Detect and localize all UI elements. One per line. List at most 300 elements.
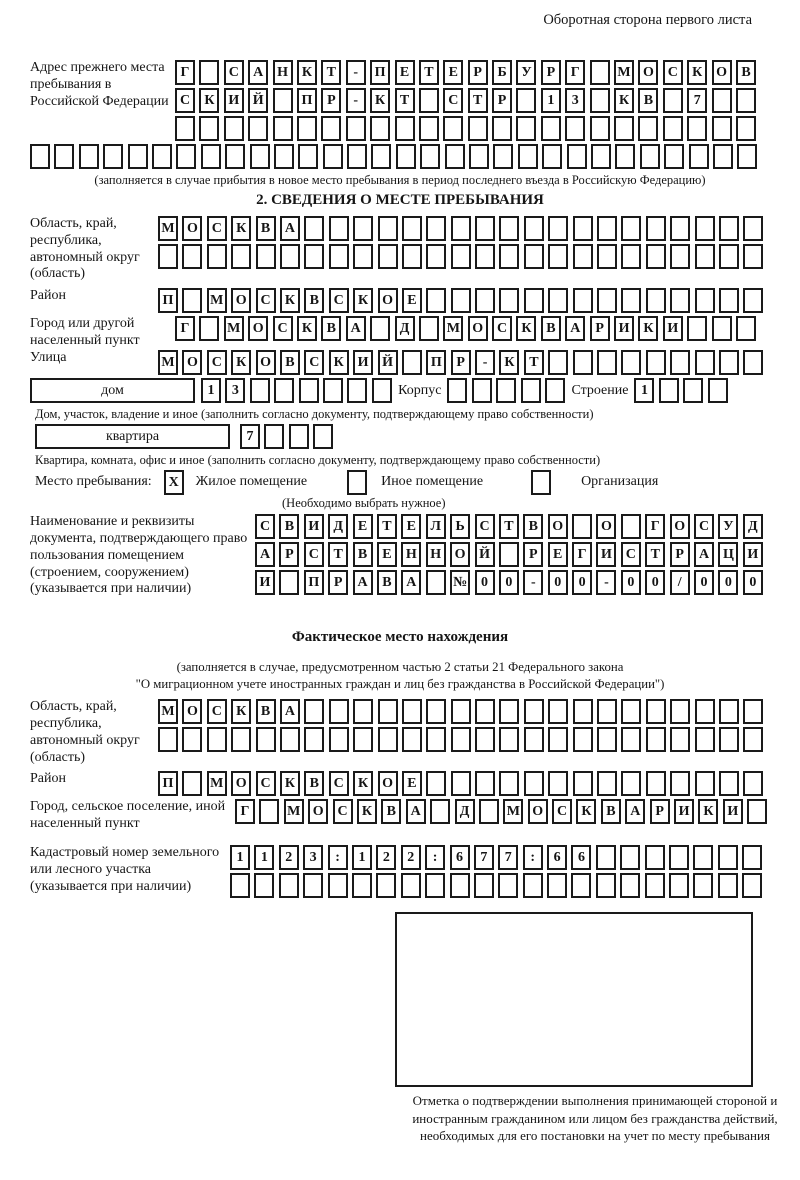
char-cell: [402, 350, 422, 375]
char-cell: С: [443, 88, 463, 113]
char-cell: [670, 350, 690, 375]
char-cell: [175, 116, 195, 141]
char-cell: Р: [650, 799, 670, 824]
house-number-row: [201, 378, 396, 403]
char-cell: [353, 727, 373, 752]
char-cell: [378, 216, 398, 241]
char-cell: [524, 288, 544, 313]
char-cell: [304, 727, 324, 752]
char-cell: [201, 144, 221, 169]
char-cell: 1: [352, 845, 372, 870]
actual-location-caption: [30, 659, 770, 693]
char-cell: [736, 88, 756, 113]
char-cell: [614, 116, 634, 141]
char-cell: О: [528, 799, 548, 824]
char-cell: А: [248, 60, 268, 85]
char-cell: Е: [395, 60, 415, 85]
char-cell: [378, 727, 398, 752]
char-cell: О: [596, 514, 616, 539]
char-cell: [323, 144, 343, 169]
char-cell: Ь: [450, 514, 470, 539]
actual-region-block: [30, 699, 770, 766]
document-rows: [255, 514, 767, 598]
char-cell: Б: [492, 60, 512, 85]
char-cell: [590, 60, 610, 85]
char-cell: [321, 116, 341, 141]
char-cell: И: [353, 350, 373, 375]
char-cell: 0: [743, 570, 763, 595]
char-cell: А: [625, 799, 645, 824]
char-cell: [182, 727, 202, 752]
char-cell: М: [158, 699, 178, 724]
char-cell: [518, 144, 538, 169]
char-cell: А: [280, 216, 300, 241]
actual-region-row-2: [158, 727, 768, 752]
prev-address-caption: (заполняется в случае прибытия в новое место пребывания в период последнего въезда в Российскую Федерацию): [94, 173, 706, 187]
char-cell: К: [516, 316, 536, 341]
char-cell: [496, 378, 516, 403]
char-cell: Р: [590, 316, 610, 341]
char-cell: Т: [328, 542, 348, 567]
stamp-caption: Отметка о подтверждении выполнения принимающей стороной и иностранным гражданином или лицом без гражданства действий, необходимых для его постановки на учет по месту пребывания: [412, 1093, 778, 1144]
char-cell: М: [158, 216, 178, 241]
char-cell: [712, 88, 732, 113]
char-cell: А: [565, 316, 585, 341]
char-cell: [313, 424, 333, 449]
cadastral-rows: [230, 845, 767, 901]
char-cell: [499, 216, 519, 241]
char-cell: [469, 144, 489, 169]
char-cell: [475, 727, 495, 752]
korpus-label: Корпус: [398, 383, 442, 399]
char-cell: [475, 216, 495, 241]
char-cell: [708, 378, 728, 403]
char-cell: 1: [230, 845, 250, 870]
city-block: [30, 316, 770, 350]
char-cell: В: [279, 514, 299, 539]
document-row-1: [255, 514, 767, 539]
char-cell: [573, 244, 593, 269]
char-cell: [736, 116, 756, 141]
city-row: [175, 316, 760, 341]
char-cell: [353, 244, 373, 269]
cadastral-row-2: [230, 873, 767, 898]
char-cell: [450, 873, 470, 898]
char-cell: Р: [328, 570, 348, 595]
char-cell: [646, 771, 666, 796]
street-block: [30, 350, 770, 378]
char-cell: [499, 699, 519, 724]
char-cell: [664, 144, 684, 169]
char-cell: [596, 873, 616, 898]
char-cell: О: [256, 350, 276, 375]
prev-address-row-3: [175, 116, 760, 141]
region-label: Область, край, республика, автономный округ (область): [30, 216, 140, 282]
char-cell: [231, 727, 251, 752]
char-cell: [346, 116, 366, 141]
char-cell: [548, 699, 568, 724]
char-cell: [259, 799, 279, 824]
char-cell: К: [687, 60, 707, 85]
actual-region-row-1: [158, 699, 768, 724]
char-cell: [401, 873, 421, 898]
char-cell: [298, 144, 318, 169]
char-cell: Р: [670, 542, 690, 567]
char-cell: 0: [645, 570, 665, 595]
char-cell: [182, 288, 202, 313]
char-cell: [687, 316, 707, 341]
char-cell: Д: [455, 799, 475, 824]
char-cell: М: [158, 350, 178, 375]
char-cell: [547, 873, 567, 898]
char-cell: К: [370, 88, 390, 113]
char-cell: [719, 350, 739, 375]
char-cell: [475, 699, 495, 724]
char-cell: Н: [273, 60, 293, 85]
char-cell: [499, 771, 519, 796]
char-cell: 0: [475, 570, 495, 595]
char-cell: [347, 144, 367, 169]
char-cell: [254, 873, 274, 898]
char-cell: 7: [240, 424, 260, 449]
char-cell: А: [694, 542, 714, 567]
char-cell: [304, 216, 324, 241]
region-block: [30, 216, 770, 283]
stay-type-option-residential: Жилое помещение: [195, 474, 308, 490]
cadastral-label: Кадастровый номер земельного или лесного участка (указывается при наличии): [30, 845, 220, 894]
street-label: Улица: [30, 350, 67, 366]
char-cell: Т: [321, 60, 341, 85]
char-cell: [615, 144, 635, 169]
char-cell: [524, 244, 544, 269]
char-cell: [289, 424, 309, 449]
prev-address-row-1: [175, 60, 760, 85]
char-cell: Д: [395, 316, 415, 341]
char-cell: Т: [645, 542, 665, 567]
char-cell: [597, 216, 617, 241]
char-cell: [573, 771, 593, 796]
char-cell: [689, 144, 709, 169]
char-cell: [329, 216, 349, 241]
char-cell: В: [601, 799, 621, 824]
char-cell: 1: [541, 88, 561, 113]
char-cell: В: [736, 60, 756, 85]
char-cell: [353, 699, 373, 724]
char-cell: Е: [402, 771, 422, 796]
char-cell: [352, 873, 372, 898]
char-cell: [712, 116, 732, 141]
actual-district-block: [30, 771, 770, 799]
char-cell: [646, 288, 666, 313]
prev-address-row-4: [30, 144, 770, 169]
char-cell: [597, 288, 617, 313]
actual-location-caption-line1: (заполняется в случае, предусмотренном частью 2 статьи 21 Федерального закона: [176, 660, 624, 675]
char-cell: С: [333, 799, 353, 824]
actual-city-row: [235, 799, 772, 824]
char-cell: [152, 144, 172, 169]
char-cell: [378, 699, 398, 724]
char-cell: К: [353, 288, 373, 313]
document-label: Наименование и реквизиты документа, подтверждающего право пользования помещением (строением, сооружением) (указывается при наличии): [30, 514, 248, 597]
char-cell: В: [377, 570, 397, 595]
char-cell: О: [638, 60, 658, 85]
char-cell: [426, 216, 446, 241]
char-cell: [225, 144, 245, 169]
street-row: [158, 350, 768, 375]
char-cell: В: [381, 799, 401, 824]
char-cell: С: [694, 514, 714, 539]
char-cell: [472, 378, 492, 403]
char-cell: О: [378, 771, 398, 796]
char-cell: [479, 799, 499, 824]
char-cell: [621, 514, 641, 539]
char-cell: В: [280, 350, 300, 375]
char-cell: [565, 116, 585, 141]
char-cell: [659, 378, 679, 403]
actual-region-rows: [158, 699, 768, 755]
stay-type-option-organization: Организация: [581, 474, 659, 490]
char-cell: М: [207, 288, 227, 313]
char-cell: В: [638, 88, 658, 113]
char-cell: П: [158, 771, 178, 796]
char-cell: О: [378, 288, 398, 313]
char-cell: М: [284, 799, 304, 824]
char-cell: О: [450, 542, 470, 567]
district-label: Район: [30, 288, 66, 304]
char-cell: 1: [634, 378, 654, 403]
section2-title: 2. СВЕДЕНИЯ О МЕСТЕ ПРЕБЫВАНИЯ: [256, 192, 544, 208]
char-cell: К: [199, 88, 219, 113]
char-cell: [596, 845, 616, 870]
char-cell: [548, 350, 568, 375]
char-cell: Р: [279, 542, 299, 567]
char-cell: [597, 699, 617, 724]
region-row-2: [158, 244, 768, 269]
char-cell: [693, 845, 713, 870]
char-cell: [499, 288, 519, 313]
char-cell: [548, 244, 568, 269]
char-cell: [280, 727, 300, 752]
char-cell: [621, 350, 641, 375]
char-cell: Й: [378, 350, 398, 375]
char-cell: [743, 727, 763, 752]
char-cell: Г: [175, 60, 195, 85]
char-cell: С: [207, 699, 227, 724]
actual-city-block: [30, 799, 770, 833]
char-cell: 3: [565, 88, 585, 113]
char-cell: -: [346, 60, 366, 85]
char-cell: [719, 699, 739, 724]
char-cell: [695, 727, 715, 752]
char-cell: 7: [498, 845, 518, 870]
char-cell: П: [158, 288, 178, 313]
char-cell: [743, 288, 763, 313]
char-cell: [743, 771, 763, 796]
char-cell: [670, 727, 690, 752]
char-cell: [430, 799, 450, 824]
char-cell: [451, 727, 471, 752]
district-block: [30, 288, 770, 316]
document-row-3: [255, 570, 767, 595]
char-cell: 0: [694, 570, 714, 595]
actual-district-row: [158, 771, 768, 796]
char-cell: 0: [572, 570, 592, 595]
char-cell: [297, 116, 317, 141]
char-cell: №: [450, 570, 470, 595]
char-cell: [743, 244, 763, 269]
stay-type-checkbox-residential: X: [164, 470, 184, 495]
char-cell: [670, 771, 690, 796]
char-cell: [250, 378, 270, 403]
char-cell: [670, 244, 690, 269]
char-cell: В: [321, 316, 341, 341]
char-cell: М: [503, 799, 523, 824]
char-cell: [304, 699, 324, 724]
char-cell: [54, 144, 74, 169]
char-cell: К: [329, 350, 349, 375]
char-cell: С: [304, 350, 324, 375]
stay-type-checkbox-organization: [531, 470, 551, 495]
region-row-1: [158, 216, 768, 241]
char-cell: И: [663, 316, 683, 341]
char-cell: Г: [572, 542, 592, 567]
char-cell: [443, 116, 463, 141]
stamp-box: [395, 912, 753, 1087]
char-cell: [712, 316, 732, 341]
char-cell: Е: [401, 514, 421, 539]
prev-address-row-2: [175, 88, 760, 113]
char-cell: [182, 771, 202, 796]
char-cell: С: [224, 60, 244, 85]
char-cell: М: [614, 60, 634, 85]
char-cell: [499, 244, 519, 269]
char-cell: К: [614, 88, 634, 113]
char-cell: [548, 771, 568, 796]
char-cell: [591, 144, 611, 169]
char-cell: [573, 699, 593, 724]
char-cell: [524, 216, 544, 241]
char-cell: [303, 873, 323, 898]
char-cell: :: [425, 845, 445, 870]
char-cell: С: [475, 514, 495, 539]
char-cell: [621, 699, 641, 724]
char-cell: [590, 88, 610, 113]
char-cell: В: [523, 514, 543, 539]
char-cell: С: [663, 60, 683, 85]
char-cell: [597, 727, 617, 752]
char-cell: [743, 216, 763, 241]
char-cell: 6: [571, 845, 591, 870]
char-cell: [638, 116, 658, 141]
char-cell: [719, 244, 739, 269]
char-cell: И: [674, 799, 694, 824]
char-cell: [743, 350, 763, 375]
char-cell: [713, 144, 733, 169]
char-cell: Н: [426, 542, 446, 567]
char-cell: С: [329, 771, 349, 796]
char-cell: [646, 216, 666, 241]
char-cell: [425, 873, 445, 898]
char-cell: [542, 144, 562, 169]
char-cell: [451, 244, 471, 269]
char-cell: И: [614, 316, 634, 341]
char-cell: [419, 116, 439, 141]
char-cell: [426, 699, 446, 724]
char-cell: Р: [541, 60, 561, 85]
char-cell: К: [297, 60, 317, 85]
char-cell: [646, 350, 666, 375]
char-cell: [545, 378, 565, 403]
char-cell: Р: [492, 88, 512, 113]
char-cell: -: [346, 88, 366, 113]
char-cell: [621, 771, 641, 796]
district-row: [158, 288, 768, 313]
char-cell: [475, 288, 495, 313]
sheet-side-note: Оборотная сторона первого листа: [543, 12, 752, 28]
char-cell: [451, 216, 471, 241]
char-cell: П: [297, 88, 317, 113]
char-cell: [426, 244, 446, 269]
char-cell: [396, 144, 416, 169]
char-cell: [571, 873, 591, 898]
char-cell: 7: [474, 845, 494, 870]
char-cell: К: [499, 350, 519, 375]
char-cell: [493, 144, 513, 169]
char-cell: [670, 288, 690, 313]
char-cell: [737, 144, 757, 169]
char-cell: [402, 244, 422, 269]
char-cell: С: [273, 316, 293, 341]
char-cell: [687, 116, 707, 141]
stay-type-option-other: Иное помещение: [381, 474, 484, 490]
char-cell: [572, 514, 592, 539]
char-cell: Й: [248, 88, 268, 113]
char-cell: :: [328, 845, 348, 870]
char-cell: О: [548, 514, 568, 539]
char-cell: 3: [303, 845, 323, 870]
char-cell: [328, 873, 348, 898]
char-cell: 6: [450, 845, 470, 870]
city-label: Город или другой населенный пункт: [30, 316, 140, 348]
char-cell: [280, 244, 300, 269]
char-cell: В: [304, 771, 324, 796]
char-cell: [498, 873, 518, 898]
char-cell: П: [370, 60, 390, 85]
char-cell: 2: [376, 845, 396, 870]
prev-address-block: [30, 60, 770, 144]
char-cell: Т: [377, 514, 397, 539]
actual-district-label: Район: [30, 771, 66, 787]
char-cell: С: [256, 771, 276, 796]
char-cell: [274, 378, 294, 403]
char-cell: [590, 116, 610, 141]
char-cell: [645, 873, 665, 898]
char-cell: М: [224, 316, 244, 341]
char-cell: [395, 116, 415, 141]
char-cell: [475, 771, 495, 796]
char-cell: С: [329, 288, 349, 313]
char-cell: С: [255, 514, 275, 539]
char-cell: [158, 727, 178, 752]
char-cell: О: [182, 699, 202, 724]
char-cell: С: [492, 316, 512, 341]
char-cell: С: [207, 216, 227, 241]
char-cell: О: [231, 771, 251, 796]
char-cell: [323, 378, 343, 403]
char-cell: В: [541, 316, 561, 341]
char-cell: [743, 699, 763, 724]
char-cell: А: [353, 570, 373, 595]
